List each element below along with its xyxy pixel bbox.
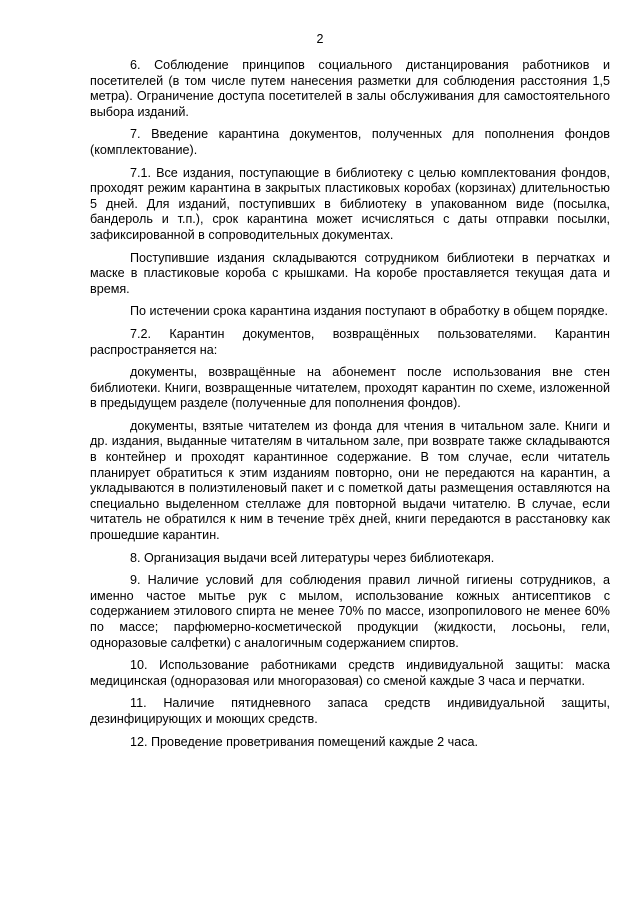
paragraph: 6. Соблюдение принципов социального дистанцирования работников и посетителей (в том числе путем нанесения разметки для соблюдения расстояния 1,5 метра). Ограничение доступа посетителей в залы обслуживания для самостоятельного выбора изданий. xyxy=(90,58,610,119)
paragraph: 7. Введение карантина документов, полученных для пополнения фондов (комплектование). xyxy=(90,127,610,157)
document-body xyxy=(90,58,610,750)
paragraph: 7.1. Все издания, поступающие в библиотеку с целью комплектования фондов, проходят режим карантина в закрытых пластиковых коробах (корзинах) длительностью 5 дней. Для изданий, поступивших в библиотеку в упакованном виде (посылка, бандероль и т.п.), срок карантина может исчисляться с даты отправки посылки, зафиксированной в сопроводительных документах. xyxy=(90,165,610,242)
paragraph: Поступившие издания складываются сотрудником библиотеки в перчатках и маске в пластиковые короба с крышками. На коробе проставляется текущая дата и время. xyxy=(90,250,610,296)
paragraph: 7.2. Карантин документов, возвращённых пользователями. Карантин распространяется на: xyxy=(90,326,610,357)
page-number: 2 xyxy=(316,32,324,46)
paragraph: По истечении срока карантина издания поступают в обработку в общем порядке. xyxy=(130,304,608,319)
paragraph: 9. Наличие условий для соблюдения правил личной гигиены сотрудников, а именно частое мытье рук с мылом, использование кожных антисептиков с содержанием этилового спирта не менее 70% по массе, изопропилового не менее 60% по массе; парфюмерно-косметической продукции (жидкости, лосьоны, гели, одноразовые салфетки) с аналогичным содержанием спиртов. xyxy=(90,573,610,650)
paragraph: 10. Использование работниками средств индивидуальной защиты: маска медицинская (одноразовая или многоразовая) со сменой каждые 3 часа и перчатки. xyxy=(90,658,610,688)
paragraph: 12. Проведение проветривания помещений каждые 2 часа. xyxy=(130,734,479,749)
paragraph: 11. Наличие пятидневного запаса средств индивидуальной защиты, дезинфицирующих и моющих средств. xyxy=(90,696,610,726)
paragraph: документы, взятые читателем из фонда для чтения в читальном зале. Книги и др. издания, выданные читателям в читальном зале, при возврате также складываются в контейнер и проходят карантинное содержание. В том случае, если читатель планирует обратиться к этим изданиям повторно, они не передаются на карантин, а укладываются в полиэтиленовый пакет и с пометкой даты размещения оставляются на специально выделенном стеллаже для повторной выдачи читателю. В случае, если читатель не обратился к ним в течение трёх дней, книги передаются в расстановку как прошедшие карантин. xyxy=(90,418,610,543)
paragraph: документы, возвращённые на абонемент после использования вне стен библиотеки. Книги, возвращенные читателем, проходят карантин по схеме, изложенной в предыдущем разделе (полученные для пополнения фондов). xyxy=(90,365,610,411)
paragraph: 8. Организация выдачи всей литературы через библиотекаря. xyxy=(130,550,495,565)
